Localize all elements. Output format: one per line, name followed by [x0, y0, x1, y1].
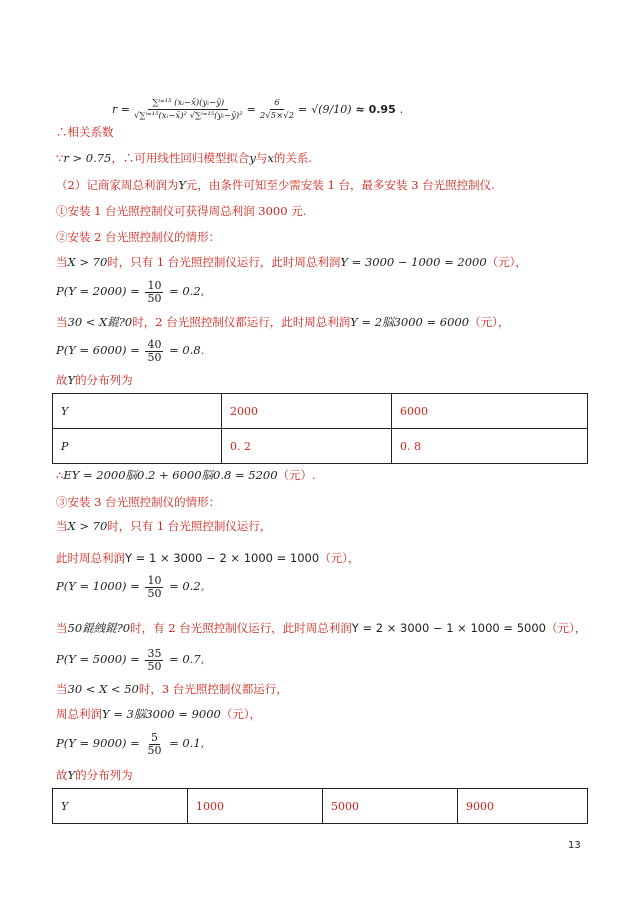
- text-13a: 当: [56, 621, 68, 635]
- text-8c: 的分布列为: [75, 373, 133, 387]
- text-15a: 周总利润: [56, 707, 102, 721]
- prob-line-3: [56, 573, 204, 600]
- math-y: y: [249, 151, 256, 165]
- text-line-15: [56, 706, 261, 722]
- prob-4-den: 50: [147, 659, 162, 673]
- distribution-table-1: [52, 393, 588, 464]
- math-7b: 30 < X錕?0: [67, 315, 133, 329]
- text-line-13: [56, 620, 586, 636]
- math-14b: 30 < X < 50: [67, 682, 139, 696]
- table-cell: Y: [53, 789, 188, 824]
- prob-1-num: 10: [147, 278, 162, 292]
- math-Y: Y: [178, 178, 186, 192]
- text-line-11: [56, 518, 271, 534]
- table-row: [53, 429, 588, 464]
- math-6b: X > 70: [67, 255, 108, 269]
- table-cell: 5000: [323, 789, 458, 824]
- text-3a: （2）记商家周总利润为: [56, 178, 179, 192]
- table-cell: 6000: [392, 394, 588, 429]
- text-line-10: ③安装 3 台光照控制仪的情形：: [56, 495, 221, 509]
- prob-line-2: [56, 337, 204, 364]
- text-9c: （元）.: [277, 468, 316, 482]
- prob-1-punct: ,: [200, 284, 205, 298]
- table-cell: 1000: [188, 789, 323, 824]
- text-16a: 故: [56, 768, 68, 782]
- math-15b: Y = 3脳3000 = 9000: [102, 707, 221, 721]
- text-line-6: [56, 254, 527, 270]
- text-7a: 当: [56, 315, 68, 329]
- formula-numerator: ∑ⁱ⁼¹⁵ (xᵢ−x̄)(yᵢ−ȳ): [148, 97, 228, 110]
- prob-3-fraction: [145, 575, 163, 600]
- text-16c: 的分布列为: [75, 768, 133, 782]
- table-cell: Y: [53, 394, 222, 429]
- distribution-table-2: [52, 788, 588, 824]
- prob-3-rhs: = 0.2: [169, 579, 201, 593]
- math-9b: EY = 2000脳0.2 + 6000脳0.8 = 5200: [63, 468, 278, 482]
- text-13e: （元），: [545, 621, 587, 635]
- prob-5-punct: ,: [200, 736, 205, 750]
- correlation-formula: [112, 88, 403, 130]
- prob-line-1: [56, 278, 204, 305]
- formula-approx: ≈ 0.95: [355, 102, 396, 116]
- prob-3-punct: ,: [200, 579, 205, 593]
- prob-5-rhs: = 0.1: [169, 736, 201, 750]
- formula-sqrt: √(9/10): [311, 102, 352, 116]
- math-6d: Y = 3000 − 1000 = 2000: [340, 255, 487, 269]
- prob-2-num: 40: [147, 337, 162, 351]
- text-line-8: [56, 372, 133, 388]
- math-7d: Y = 2脳3000 = 6000: [350, 315, 470, 329]
- formula-denominator: √∑ⁱ⁼¹⁵(xᵢ−x̄)² √∑ⁱ⁼¹⁵(yᵢ−ȳ)²: [133, 110, 243, 121]
- formula-mid-den: 2√5×√2: [259, 110, 295, 121]
- math-8b: Y: [67, 373, 76, 387]
- prob-5-lhs: P(Y = 9000) =: [56, 736, 140, 750]
- prob-4-lhs: P(Y = 5000) =: [56, 652, 140, 666]
- table-cell: 0. 2: [222, 429, 392, 464]
- text-6a: 当: [56, 255, 68, 269]
- text-3c: 元，由条件可知至少需安装 1 台，最多安装 3 台光照控制仪.: [185, 178, 495, 192]
- text-15c: （元），: [220, 707, 262, 721]
- prob-2-den: 50: [147, 350, 162, 364]
- math-13d: Y = 2 × 3000 − 1 × 1000 = 5000: [351, 621, 546, 635]
- formula-mid-fraction: [260, 97, 294, 122]
- text-8a: 故: [56, 373, 68, 387]
- text-line-3: [56, 177, 495, 193]
- prob-4-num: 35: [147, 646, 162, 660]
- text-6e: （元），: [486, 255, 527, 269]
- prob-line-4: [56, 646, 204, 673]
- since-symbol: ∵: [56, 151, 64, 165]
- prob-1-rhs: = 0.2: [169, 284, 201, 298]
- prob-3-lhs: P(Y = 1000) =: [56, 579, 140, 593]
- text-2c: ，∴可用线性回归模型拟合: [111, 151, 250, 165]
- prob-3-num: 10: [147, 573, 162, 587]
- math-12b: Y = 1 × 3000 − 2 × 1000 = 1000: [125, 551, 320, 565]
- text-2g: 的关系.: [273, 151, 313, 165]
- text-12a: 此时周总利润: [56, 551, 125, 565]
- prob-2-rhs: = 0.8: [169, 343, 201, 357]
- table-row: [53, 789, 588, 824]
- prob-3-den: 50: [147, 586, 162, 600]
- formula-mid-num: 6: [270, 97, 283, 110]
- text-12c: （元），: [319, 551, 360, 565]
- table-cell: 2000: [222, 394, 392, 429]
- prob-2-lhs: P(Y = 6000) =: [56, 343, 140, 357]
- text-line-2: [56, 150, 312, 166]
- formula-lhs: r =: [112, 102, 130, 116]
- formula-eq1: =: [246, 102, 256, 116]
- text-7c: 时，2 台光照控制仪都运行，此时周总利润: [132, 315, 351, 329]
- prob-5-den: 50: [147, 743, 162, 757]
- prob-line-5: [56, 730, 204, 757]
- text-14c: 时，3 台光照控制仪都运行，: [138, 682, 288, 696]
- text-9a: ∴: [56, 468, 64, 482]
- text-line-16: [56, 767, 133, 783]
- table-cell: 9000: [458, 789, 588, 824]
- math-13b: 50錕絏錕?0: [67, 621, 131, 635]
- prob-1-den: 50: [147, 291, 162, 305]
- prob-4-rhs: = 0.7: [169, 652, 201, 666]
- math-r: r > 0.75: [63, 151, 112, 165]
- text-7e: （元），: [469, 315, 510, 329]
- text-line-14: [56, 681, 288, 697]
- table-row: [53, 394, 588, 429]
- text-line-1: ∴相关系数: [56, 125, 114, 139]
- text-2e: 与: [255, 151, 268, 165]
- formula-main-fraction: [134, 97, 243, 122]
- math-11b: X > 70: [67, 519, 108, 533]
- text-line-4: ①安装 1 台光照控制仪可获得周总利润 3000 元.: [56, 204, 307, 218]
- text-11c: 时，只有 1 台光照控制仪运行，: [107, 519, 272, 533]
- text-13c: 时，有 2 台光照控制仪运行，此时周总利润: [130, 621, 352, 635]
- text-6c: 时，只有 1 台光照控制仪运行，此时周总利润: [107, 255, 341, 269]
- formula-dot: .: [399, 102, 404, 116]
- text-line-7: [56, 314, 509, 330]
- text-14a: 当: [56, 682, 68, 696]
- prob-1-lhs: P(Y = 2000) =: [56, 284, 140, 298]
- prob-2-fraction: [145, 339, 163, 364]
- prob-4-punct: ,: [200, 652, 205, 666]
- math-x: x: [267, 151, 274, 165]
- table-cell: 0. 8: [392, 429, 588, 464]
- page-number: 13: [568, 840, 581, 851]
- prob-2-punct: .: [200, 343, 205, 357]
- text-line-9: [56, 467, 316, 483]
- prob-4-fraction: [145, 648, 163, 673]
- math-16b: Y: [67, 768, 76, 782]
- prob-5-fraction: [145, 732, 163, 757]
- prob-1-fraction: [145, 280, 163, 305]
- formula-eq2: =: [298, 102, 308, 116]
- text-line-12: [56, 550, 359, 566]
- text-11a: 当: [56, 519, 68, 533]
- text-line-5: ②安装 2 台光照控制仪的情形：: [56, 230, 221, 244]
- prob-5-num: 5: [150, 730, 158, 744]
- table-cell: P: [53, 429, 222, 464]
